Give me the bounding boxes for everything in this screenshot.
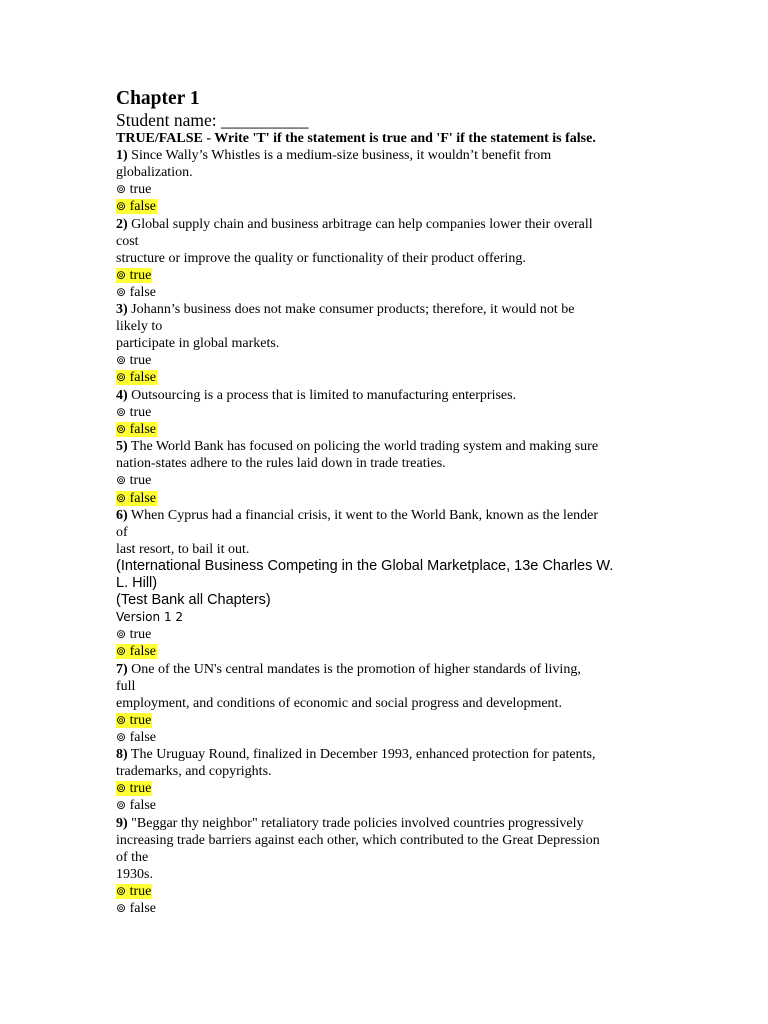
option-true[interactable]: ⊚ true: [116, 267, 152, 283]
question-line: increasing trade barriers against each other, which contributed to the Great Depression: [116, 832, 600, 848]
question-number: 9): [116, 815, 128, 831]
radio-icon: ⊚: [116, 267, 127, 282]
radio-icon: ⊚: [116, 404, 127, 419]
option-true[interactable]: ⊚ true: [116, 626, 152, 642]
instructions: TRUE/FALSE - Write 'T' if the statement is true and 'F' if the statement is false.: [116, 131, 596, 146]
question-number: 1): [116, 148, 128, 163]
question-line: 1) Since Wally’s Whistles is a medium-size business, it wouldn’t benefit from: [116, 148, 552, 163]
version-label: Version 1 2: [116, 609, 184, 624]
question-1: [116, 147, 656, 216]
question-3: [116, 301, 656, 387]
option-false[interactable]: ⊚ false: [116, 798, 156, 814]
question-line: last resort, to bail it out.: [116, 541, 250, 557]
radio-icon: ⊚: [116, 473, 127, 488]
question-line: employment, and conditions of economic and social progress and development.: [116, 695, 562, 711]
question-line: 9) "Beggar thy neighbor" retaliatory trade policies involved countries progressively: [116, 815, 584, 831]
option-false[interactable]: ⊚ false: [116, 729, 156, 745]
test-bank-note: (Test Bank all Chapters): [116, 591, 271, 608]
radio-icon: ⊚: [116, 284, 127, 299]
option-false[interactable]: ⊚ false: [116, 284, 156, 300]
question-line: 7) One of the UN's central mandates is the promotion of higher standards of living,: [116, 661, 581, 677]
option-true[interactable]: ⊚ true: [116, 781, 152, 797]
book-reference: L. Hill): [116, 574, 158, 591]
question-number: 3): [116, 302, 128, 318]
question-number: 6): [116, 507, 128, 523]
question-7: [116, 661, 656, 747]
chapter-title: Chapter 1: [116, 88, 200, 109]
radio-icon: ⊚: [116, 901, 127, 916]
question-line: 5) The World Bank has focused on policing the world trading system and making sure: [116, 439, 599, 455]
option-false[interactable]: ⊚ false: [116, 644, 156, 660]
question-6: [116, 507, 656, 661]
option-true[interactable]: ⊚ true: [116, 883, 152, 899]
radio-icon: ⊚: [116, 883, 127, 898]
radio-icon: ⊚: [116, 370, 127, 385]
question-line: likely to: [116, 319, 163, 335]
student-name-line: Student name: __________: [116, 110, 309, 130]
option-true[interactable]: ⊚ true: [116, 404, 152, 420]
document-page: [116, 88, 656, 917]
radio-icon: ⊚: [116, 626, 127, 641]
question-number: 5): [116, 439, 128, 455]
option-true[interactable]: ⊚ true: [116, 353, 152, 369]
radio-icon: ⊚: [116, 490, 127, 505]
radio-icon: ⊚: [116, 781, 127, 796]
question-2: [116, 216, 656, 302]
question-5: [116, 438, 656, 507]
question-number: 7): [116, 661, 128, 677]
question-line: nation-states adhere to the rules laid down in trade treaties.: [116, 456, 446, 472]
option-false[interactable]: ⊚ false: [116, 422, 156, 438]
option-true[interactable]: ⊚ true: [116, 712, 152, 728]
question-line: 3) Johann’s business does not make consumer products; therefore, it would not be: [116, 302, 575, 318]
option-false[interactable]: ⊚ false: [116, 901, 156, 917]
question-number: 4): [116, 387, 128, 403]
radio-icon: ⊚: [116, 644, 127, 659]
option-true[interactable]: ⊚ true: [116, 182, 152, 197]
question-line: 1930s.: [116, 866, 153, 882]
question-line: of the: [116, 849, 149, 865]
question-line: participate in global markets.: [116, 336, 280, 352]
question-line: of: [116, 524, 128, 540]
radio-icon: ⊚: [116, 422, 127, 437]
question-line: trademarks, and copyrights.: [116, 764, 272, 780]
question-number: 2): [116, 216, 128, 232]
question-line: 8) The Uruguay Round, finalized in December 1993, enhanced protection for patents,: [116, 747, 596, 763]
option-true[interactable]: ⊚ true: [116, 473, 152, 489]
radio-icon: ⊚: [116, 729, 127, 744]
option-false[interactable]: ⊚ false: [116, 370, 156, 386]
question-8: [116, 746, 656, 815]
option-false[interactable]: ⊚ false: [116, 199, 156, 215]
radio-icon: ⊚: [116, 182, 127, 196]
question-line: cost: [116, 233, 139, 249]
radio-icon: ⊚: [116, 199, 127, 214]
question-line: 2) Global supply chain and business arbitrage can help companies lower their overall: [116, 216, 593, 232]
radio-icon: ⊚: [116, 712, 127, 727]
option-false[interactable]: ⊚ false: [116, 490, 156, 506]
question-line: globalization.: [116, 165, 193, 180]
radio-icon: ⊚: [116, 353, 127, 368]
question-number: 8): [116, 747, 128, 763]
book-reference: (International Business Competing in the Global Marketplace, 13e Charles W.: [116, 557, 614, 574]
question-9: [116, 815, 656, 918]
question-line: 6) When Cyprus had a financial crisis, it went to the World Bank, known as the lender: [116, 507, 599, 523]
question-line: structure or improve the quality or functionality of their product offering.: [116, 250, 526, 266]
question-line: full: [116, 678, 136, 694]
question-line: 4) Outsourcing is a process that is limited to manufacturing enterprises.: [116, 387, 517, 403]
radio-icon: ⊚: [116, 798, 127, 813]
question-4: [116, 387, 656, 439]
